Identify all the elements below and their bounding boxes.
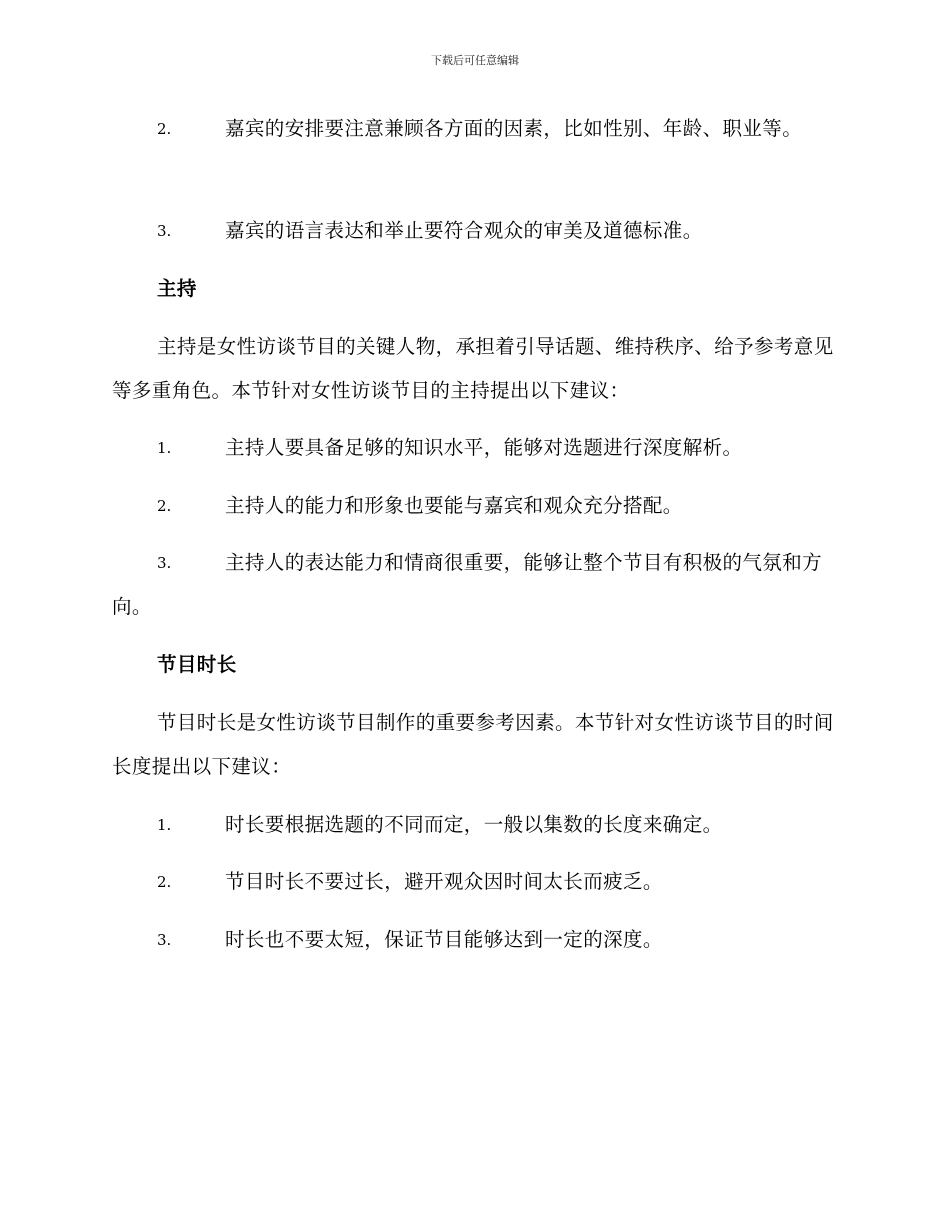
list-text: 主持人的表达能力和情商很重要，能够让整个节目有积极的气氛和方向。 (112, 551, 823, 618)
list-text: 主持人要具备足够的知识水平，能够对选题进行深度解析。 (225, 436, 743, 459)
list-number: 2. (157, 497, 172, 515)
list-text: 嘉宾的语言表达和举止要符合观众的审美及道德标准。 (225, 219, 703, 242)
section-paragraph-duration: 节目时长是女性访谈节目制作的重要参考因素。本节针对女性访谈节目的时间长度提出以下建议： (112, 711, 834, 778)
list-item (112, 860, 837, 904)
list-number: 2. (157, 120, 172, 138)
section-paragraph-host: 主持是女性访谈节目的关键人物，承担着引导话题、维持秩序、给予参考意见等多重角色。本节针对女性访谈节目的主持提出以下建议： (112, 335, 834, 402)
page-header: 下载后可任意编辑 (431, 54, 519, 67)
list-number: 1. (157, 439, 172, 457)
section-heading-duration: 节目时长 (157, 653, 237, 676)
section-heading-host: 主持 (157, 277, 197, 300)
list-text: 嘉宾的安排要注意兼顾各方面的因素，比如性别、年龄、职业等。 (225, 117, 803, 140)
list-number: 3. (157, 554, 172, 572)
list-item (112, 803, 837, 847)
list-text: 节目时长不要过长，避开观众因时间太长而疲乏。 (225, 870, 663, 893)
list-item (112, 426, 837, 470)
list-item (112, 541, 837, 629)
list-number: 1. (157, 816, 172, 834)
list-number: 3. (157, 222, 172, 240)
list-number: 2. (157, 873, 172, 891)
list-text: 时长也不要太短，保证节目能够达到一定的深度。 (225, 928, 663, 951)
list-number: 3. (157, 931, 172, 949)
list-text: 主持人的能力和形象也要能与嘉宾和观众充分搭配。 (225, 494, 683, 517)
list-item (112, 484, 837, 528)
list-item (112, 918, 837, 962)
list-item (112, 209, 837, 253)
list-item (112, 107, 837, 151)
list-text: 时长要根据选题的不同而定，一般以集数的长度来确定。 (225, 813, 723, 836)
